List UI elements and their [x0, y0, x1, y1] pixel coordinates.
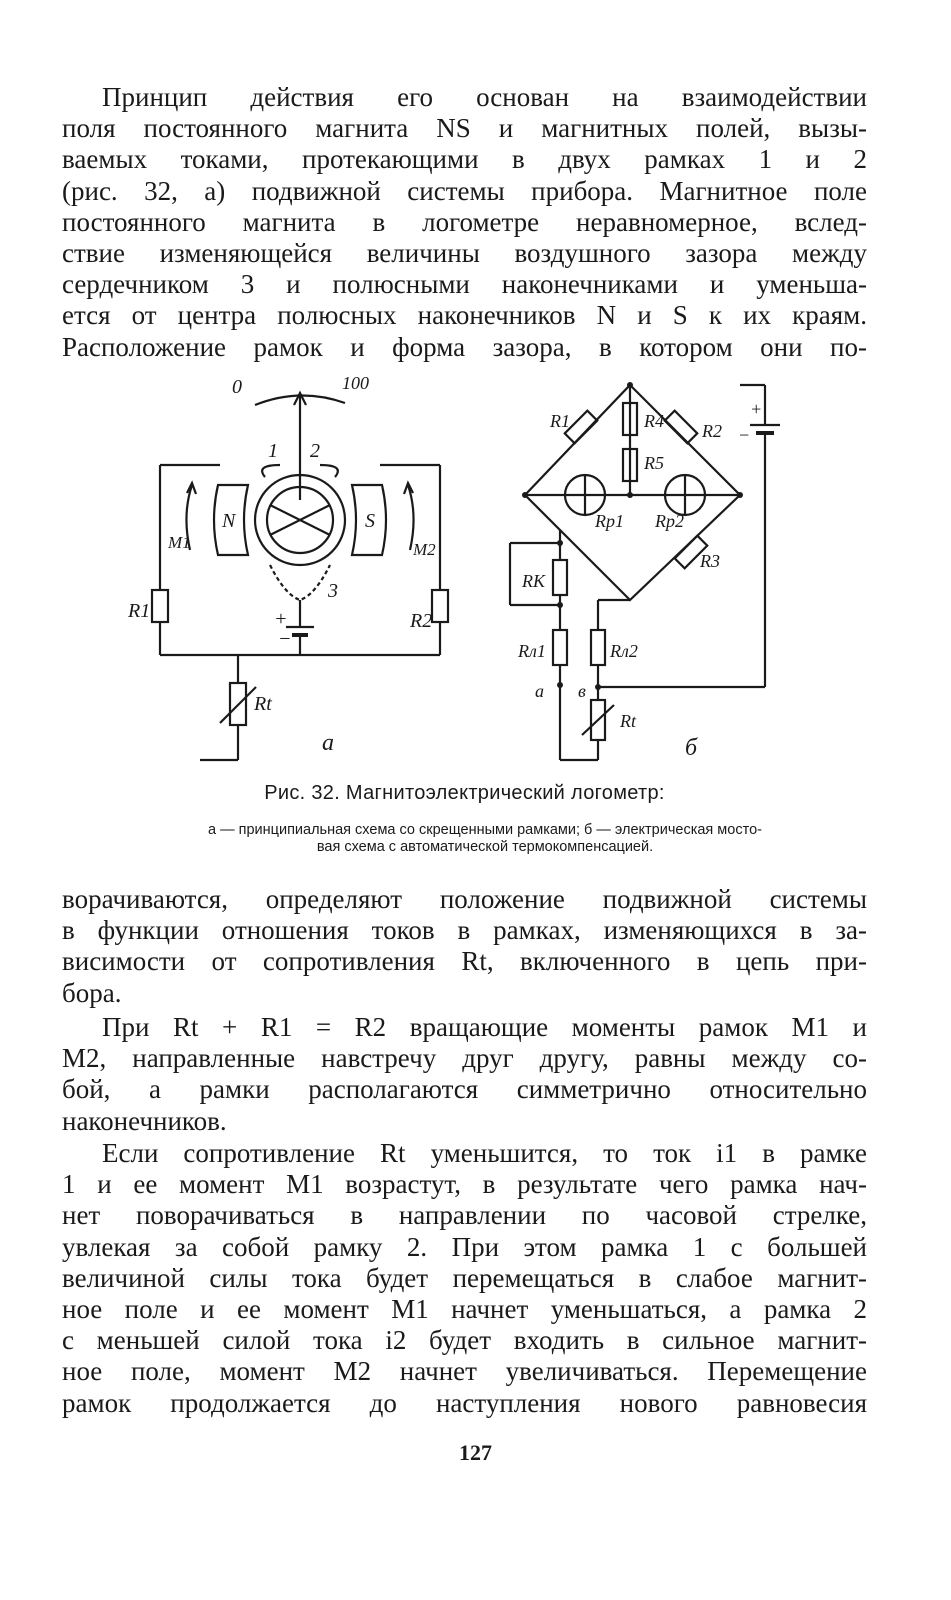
label-frame-1: 1 — [268, 440, 278, 462]
label-r2-b: R2 — [702, 421, 722, 441]
paragraph-1 — [62, 884, 867, 1009]
paragraph-2 — [62, 1012, 867, 1137]
legend-line: вая схема с автоматической термокомпенсацией. — [316, 839, 654, 855]
text-line: ствие изменяющейся величины воздушного зазора между — [62, 238, 867, 269]
text-line: наконечников. — [62, 1105, 227, 1136]
text-line: висимости от сопротивления Rt, включенного в цепь при- — [62, 946, 867, 977]
label-minus-b: − — [738, 425, 751, 445]
label-r4-b: R4 — [644, 411, 664, 431]
label-rl2-b: Rл2 — [610, 641, 638, 661]
label-m1: M1 — [168, 533, 191, 552]
label-pole-s: S — [365, 510, 375, 532]
label-minus-a: − — [278, 628, 292, 650]
label-point-v: в — [578, 681, 586, 701]
scale-min-label: 0 — [232, 376, 242, 398]
label-rk-b: RK — [522, 571, 546, 591]
text-line: рамок продолжается до наступления нового равновесия — [62, 1387, 867, 1418]
label-r5-b: R5 — [644, 453, 664, 473]
label-r1-b: R1 — [550, 411, 570, 431]
label-m2: M2 — [413, 540, 436, 559]
resistor-rk-b — [553, 560, 567, 595]
text-line: ное поле, момент M2 начнет увеличиваться. Перемещение — [62, 1356, 867, 1387]
text-line: Расположение рамок и форма зазора, в котором они по- — [62, 331, 867, 362]
text-line: (рис. 32, а) подвижной системы прибора. Магнитное поле — [62, 175, 867, 206]
label-point-a: а — [535, 681, 544, 701]
resistor-r1-a — [152, 590, 168, 622]
legend-line: а — принципиальная схема со скрещенными рамками; б — электрическая мосто- — [208, 822, 762, 838]
text-line: увлекая за собой рамку 2. При этом рамка 1 с большей — [62, 1231, 867, 1262]
text-line: ется от центра полюсных наконечников N и S к их краям. — [62, 300, 867, 331]
text-line: При Rt + R1 = R2 вращающие моменты рамок M1 и — [102, 1012, 867, 1042]
resistor-rl2-b — [591, 630, 605, 665]
text-line: нет поворачиваться в направлении по часовой стрелке, — [62, 1200, 867, 1231]
label-pole-n: N — [222, 510, 236, 532]
text-line: Принцип действия его основан на взаимодействии — [102, 82, 867, 112]
text-line: M2, направленные навстречу друг другу, равны между со- — [62, 1043, 867, 1074]
label-rl1-b: Rл1 — [518, 641, 546, 661]
text-line: величиной силы тока будет перемещаться в слабое магнит- — [62, 1262, 867, 1293]
resistor-rl1-b — [553, 630, 567, 665]
label-core-3: 3 — [328, 580, 338, 602]
text-line: ное поле и ее момент M1 начнет уменьшаться, а рамка 2 — [62, 1294, 867, 1325]
text-line: бора. — [62, 977, 122, 1008]
figure-caption: Рис. 32. Магнитоэлектрический логометр: — [264, 782, 665, 804]
text-line: бой, а рамки располагаются симметрично относительно — [62, 1074, 867, 1105]
text-line: Если сопротивление Rt уменьшится, то ток i1 в рамке — [102, 1138, 867, 1168]
resistor-r2-a — [432, 590, 448, 622]
figure-32 — [120, 365, 840, 775]
scale-max-label: 100 — [342, 373, 369, 393]
text-line: с меньшей силой тока i2 будет входить в сильное магнит- — [62, 1325, 867, 1356]
label-plus-b: + — [750, 399, 763, 419]
label-rp2-b: Rр2 — [655, 511, 684, 531]
label-rt-b: Rt — [620, 711, 636, 731]
figure-legend — [105, 822, 865, 856]
label-plus-a: + — [274, 608, 288, 630]
text-line: сердечником 3 и полюсными наконечниками и уменьша- — [62, 269, 867, 300]
text-line: в функции отношения токов в рамках, изменяющихся в за- — [62, 915, 867, 946]
label-r3-b: R3 — [700, 551, 720, 571]
text-line: постоянного магнита в логометре неравномерное, вслед- — [62, 206, 867, 237]
text-line: ваемых токами, протекающими в двух рамках 1 и 2 — [62, 144, 867, 175]
label-sub-a: а — [322, 730, 334, 756]
paragraph-3 — [62, 1138, 867, 1419]
page-number: 127 — [459, 1440, 492, 1465]
text-line: 1 и ее момент M1 возрастут, в результате чего рамка нач- — [62, 1169, 867, 1200]
label-rp1-b: Rр1 — [595, 511, 624, 531]
label-r2-a: R2 — [410, 610, 433, 632]
label-sub-b: б — [685, 735, 698, 761]
paragraph-top — [62, 82, 867, 363]
label-rt-a: Rt — [254, 693, 272, 715]
text-line: поля постоянного магнита NS и магнитных полей, вызы- — [62, 113, 867, 144]
label-r1-a: R1 — [128, 600, 151, 622]
resistor-r2-b — [665, 411, 698, 444]
label-frame-2: 2 — [310, 440, 320, 462]
text-line: ворачиваются, определяют положение подвижной системы — [62, 884, 867, 914]
